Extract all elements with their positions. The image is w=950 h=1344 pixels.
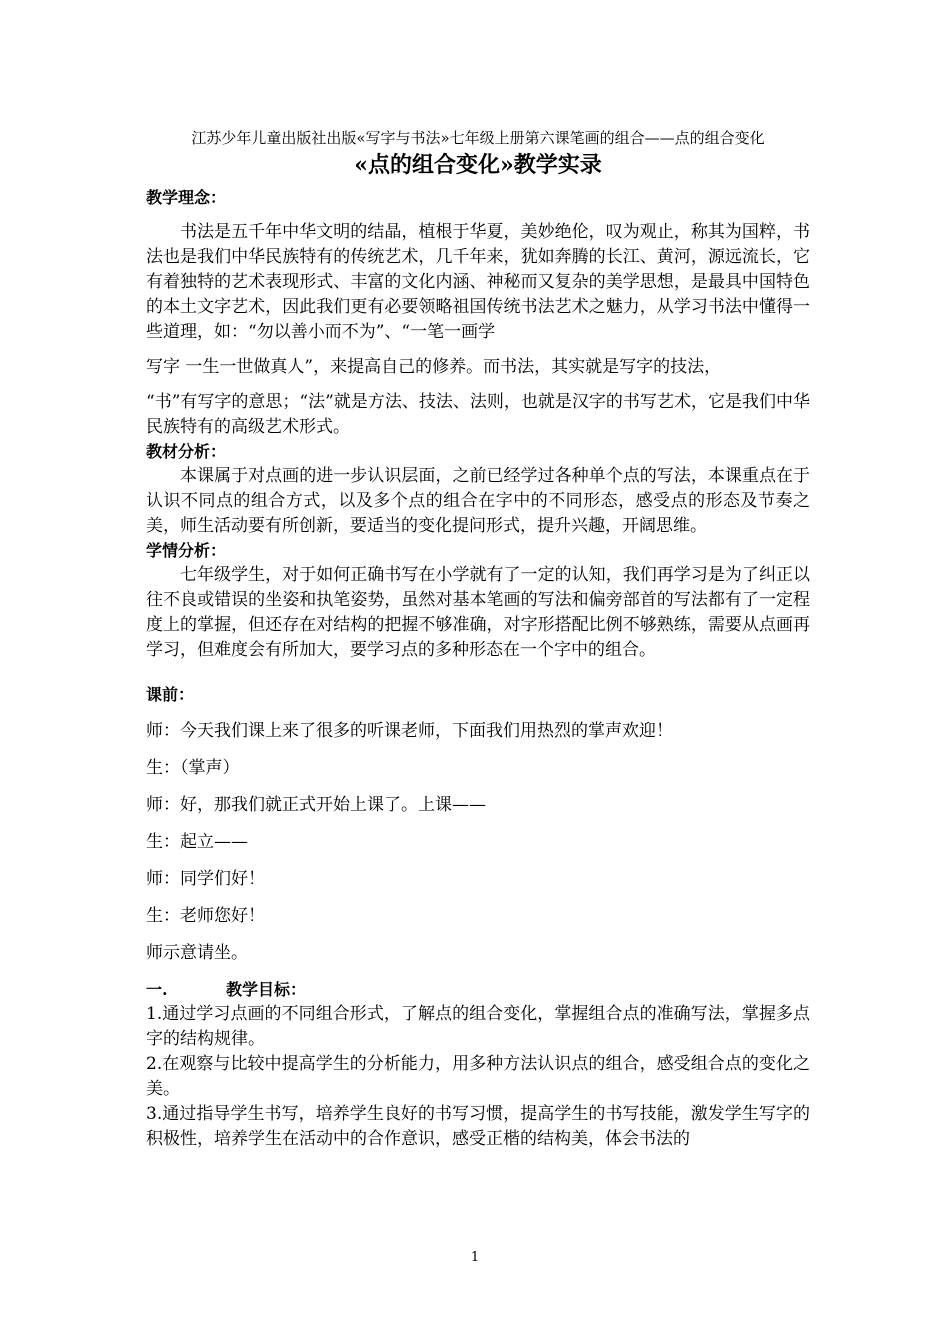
material-paragraph: 本课属于对点画的进一步认识层面，之前已经学过各种单个点的写法，本课重点在于认识不同点的组合方式，以及多个点的组合在字中的不同形态，感受点的形态及节奏之美，师生活动要有所创新，要适当的变化提问形式，提升兴趣，开阔思维。 (146, 466, 810, 536)
document-page (146, 120, 810, 1152)
dialogue-line: 师：今天我们课上来了很多的听课老师，下面我们用热烈的掌声欢迎！ (146, 721, 673, 741)
goals-heading-row (146, 978, 810, 1002)
dialogue-line: 生：（掌声） (146, 758, 240, 778)
concept-heading: 教学理念： (146, 188, 227, 207)
document-supertitle: 江苏少年儿童出版社出版«写字与书法»七年级上册第六课笔画的组合——点的组合变化 (191, 129, 765, 147)
material-heading: 教材分析： (146, 442, 227, 461)
goal-item: 2.在观察与比较中提高学生的分析能力，用多种方法认识点的组合，感受组合点的变化之美。 (146, 1054, 810, 1099)
dialogue-line: 师：好，那我们就正式开始上课了。上课—— (146, 795, 486, 815)
students-paragraph: 七年级学生，对于如何正确书写在小学就有了一定的认知，我们再学习是为了纠正以往不良或错误的坐姿和执笔姿势，虽然对基本笔画的写法和偏旁部首的写法都有了一定程度上的掌握，但还存在对结构的把握不够准确，对字形搭配比例不够熟练，需要从点画再学习，但难度会有所加大，要学习点的多种形态在一个字中的组合。 (146, 565, 810, 660)
pre-class-heading: 课前： (146, 685, 195, 704)
dialogue-line: 生：老师您好！ (146, 906, 265, 926)
concept-paragraph-1: 书法是五千年中华文明的结晶，植根于华夏，美妙绝伦，叹为观止，称其为国粹，书法也是我们中华民族特有的传统艺术，几千年来，犹如奔腾的长江、黄河，源远流长，它有着独特的艺术表现形式、丰富的文化内涵、神秘而又复杂的美学思想，是最具中国特色的本土文字艺术，因此我们更有必要领略祖国传统书法艺术之魅力，从学习书法中懂得一些道理，如：“勿以善小而不为”、“一笔一画学 (146, 222, 810, 342)
page-number: 1 (470, 1250, 480, 1265)
goals-heading: 教学目标： (226, 980, 307, 999)
dialogue-line: 师：同学们好！ (146, 869, 265, 889)
concept-paragraph-2: 写字 一生一世做真人”，来提高自己的修养。而书法，其实就是写字的技法， (146, 357, 722, 377)
concept-paragraph-3: “书”有写字的意思；“法”就是方法、技法、法则，也就是汉字的书写艺术，它是我们中华民族特有的高级艺术形式。 (146, 392, 810, 437)
goals-section-number: 一. (146, 980, 168, 999)
document-title: «点的组合变化»教学实录 (354, 152, 602, 178)
dialogue-line: 师示意请坐。 (146, 943, 248, 963)
goal-item: 3.通过指导学生书写，培养学生良好的书写习惯，提高学生的书写技能，激发学生写字的积极性，培养学生在活动中的合作意识，感受正楷的结构美，体会书法的 (146, 1104, 810, 1149)
goal-item: 1.通过学习点画的不同组合形式，了解点的组合变化，掌握组合点的准确写法，掌握多点字的结构规律。 (146, 1004, 810, 1049)
dialogue-line: 生：起立—— (146, 832, 248, 852)
students-heading: 学情分析： (146, 541, 227, 560)
